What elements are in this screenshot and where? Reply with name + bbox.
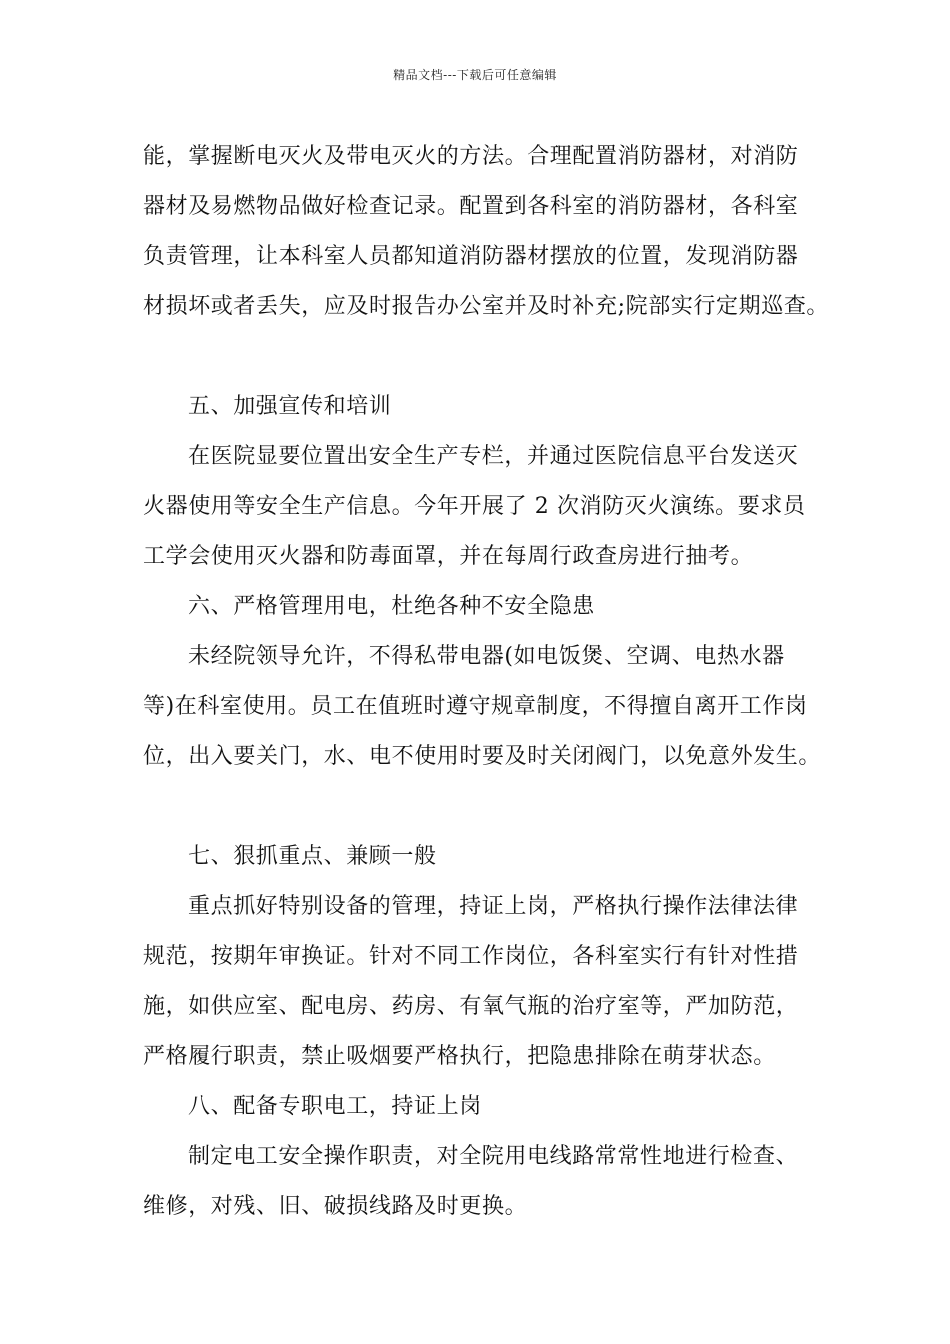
body-line: 维修，对残、旧、破损线路及时更换。 (143, 1194, 528, 1219)
page-header: 精品文档---下载后可任意编辑 (393, 68, 557, 82)
body-line: 施，如供应室、配电房、药房、有氧气瓶的治疗室等，严加防范， (143, 994, 799, 1019)
body-line: 未经院领导允许，不得私带电器(如电饭煲、空调、电热水器 (188, 644, 785, 669)
body-line: 火器使用等安全生产信息。今年开展了 2 次消防灭火演练。要求员 (143, 494, 806, 519)
body-line: 器材及易燃物品做好检查记录。配置到各科室的消防器材，各科室 (143, 194, 799, 219)
body-line: 能，掌握断电灭火及带电灭火的方法。合理配置消防器材，对消防 (143, 144, 799, 169)
section-heading: 八、配备专职电工，持证上岗 (188, 1094, 482, 1119)
body-line: 严格履行职责，禁止吸烟要严格执行，把隐患排除在萌芽状态。 (143, 1044, 776, 1069)
section-heading: 六、严格管理用电，杜绝各种不安全隐患 (188, 594, 595, 619)
section-heading: 七、狠抓重点、兼顾一般 (188, 844, 437, 869)
body-line: 工学会使用灭火器和防毒面罩，并在每周行政查房进行抽考。 (143, 544, 754, 569)
body-line: 材损坏或者丢失，应及时报告办公室并及时补充;院部实行定期巡查。 (143, 294, 830, 319)
section-heading: 五、加强宣传和培训 (188, 394, 392, 419)
body-line: 制定电工安全操作职责，对全院用电线路常常性地进行检查、 (188, 1144, 799, 1169)
body-line: 规范，按期年审换证。针对不同工作岗位，各科室实行有针对性措 (143, 944, 799, 969)
body-line: 位，出入要关门，水、电不使用时要及时关闭阀门，以免意外发生。 (143, 744, 822, 769)
body-line: 在医院显要位置出安全生产专栏，并通过医院信息平台发送灭 (188, 444, 799, 469)
document-body (143, 132, 843, 1232)
body-line: 等)在科室使用。员工在值班时遵守规章制度，不得擅自离开工作岗 (143, 694, 808, 719)
body-line: 负责管理，让本科室人员都知道消防器材摆放的位置，发现消防器 (143, 244, 799, 269)
paragraph-gap (143, 332, 843, 382)
paragraph-gap (143, 782, 843, 832)
body-line: 重点抓好特别设备的管理，持证上岗，严格执行操作法律法律 (188, 894, 799, 919)
